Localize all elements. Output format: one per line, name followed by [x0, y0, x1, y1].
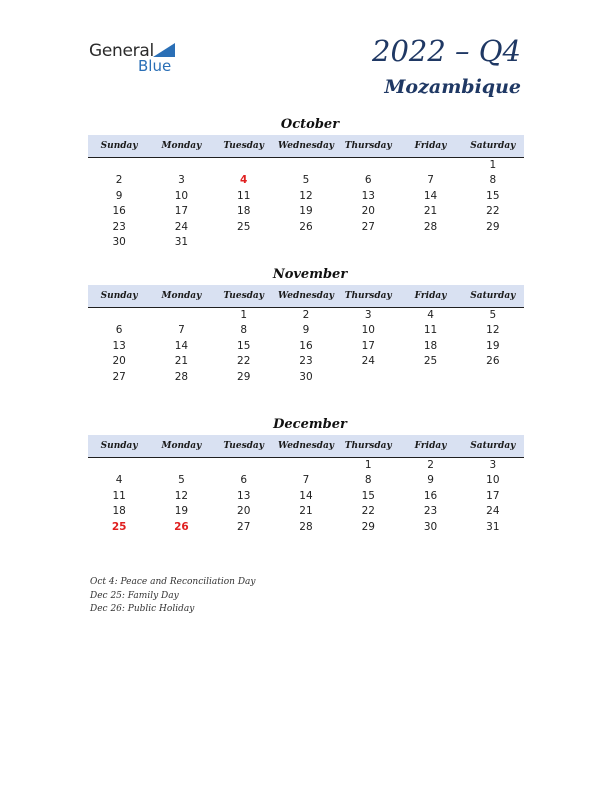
day-cell — [150, 158, 212, 173]
day-cell: 24 — [486, 505, 500, 518]
day-cell: 31 — [174, 235, 189, 248]
week-row — [88, 520, 524, 535]
day-cell: 22 — [237, 355, 251, 368]
month-title: December — [273, 417, 347, 432]
day-cell — [88, 158, 150, 173]
day-cell: 29 — [361, 520, 375, 533]
day-cell: 17 — [486, 489, 500, 502]
day-cell: 5 — [178, 474, 185, 487]
day-cell: 21 — [174, 355, 189, 368]
day-cell: 19 — [299, 205, 313, 218]
holiday-note: Dec 26: Public Holiday — [90, 604, 195, 614]
day-cell: 2 — [427, 459, 434, 471]
day-cell: 30 — [112, 235, 126, 248]
weekday-label: Saturday — [470, 291, 516, 301]
day-cell: 8 — [489, 174, 497, 187]
day-cell: 26 — [299, 220, 313, 233]
day-cell: 17 — [174, 205, 189, 218]
day-cell: 31 — [486, 520, 500, 533]
day-cell — [399, 370, 461, 385]
day-cell — [337, 158, 399, 173]
country-subtitle: Mozambique — [384, 76, 521, 98]
day-cell: 20 — [237, 505, 251, 518]
week-row — [88, 323, 524, 338]
weekday-label: Wednesday — [277, 441, 335, 451]
weekday-header — [88, 285, 524, 308]
day-cell — [150, 308, 212, 323]
weekday-label: Tuesday — [223, 291, 264, 301]
day-cell: 21 — [423, 205, 438, 218]
day-cell: 27 — [112, 370, 126, 383]
day-cell: 15 — [361, 489, 375, 502]
day-grid — [88, 308, 524, 385]
day-cell — [337, 235, 399, 250]
day-cell: 7 — [178, 324, 185, 337]
day-cell: 9 — [115, 189, 123, 202]
day-cell: 1 — [240, 309, 248, 321]
day-cell: 4 — [115, 474, 123, 487]
week-row — [88, 235, 524, 250]
day-cell: 15 — [486, 189, 500, 202]
day-cell: 16 — [112, 205, 126, 218]
day-cell: 3 — [364, 309, 372, 321]
day-cell — [213, 458, 275, 473]
weekday-header — [88, 435, 524, 458]
day-cell — [275, 235, 337, 250]
logo-blue-text: Blue — [138, 57, 172, 75]
day-cell: 5 — [489, 309, 497, 321]
day-cell: 13 — [237, 489, 251, 502]
day-cell: 1 — [489, 159, 497, 171]
day-cell — [88, 308, 150, 323]
day-cell: 9 — [427, 474, 434, 487]
weekday-label: Monday — [161, 291, 202, 301]
day-cell — [399, 158, 461, 173]
weekday-label: Thursday — [344, 291, 392, 301]
weekday-label: Thursday — [344, 441, 392, 451]
day-cell: 23 — [112, 220, 126, 233]
generalblue-logo — [89, 40, 189, 76]
logo-general-text: General — [89, 41, 154, 61]
day-cell: 27 — [361, 220, 375, 233]
week-row — [88, 189, 524, 204]
weekday-label: Monday — [161, 441, 202, 451]
day-cell: 28 — [299, 520, 313, 533]
day-cell: 7 — [302, 474, 310, 487]
day-cell: 30 — [423, 520, 438, 533]
day-cell: 11 — [112, 489, 126, 502]
holiday-day-cell: 26 — [174, 520, 189, 533]
day-cell: 6 — [240, 474, 248, 487]
day-cell: 28 — [423, 220, 438, 233]
month-november — [88, 265, 524, 385]
day-cell: 18 — [423, 339, 438, 352]
day-cell: 24 — [174, 220, 189, 233]
weekday-label: Wednesday — [277, 291, 335, 301]
day-cell: 22 — [361, 505, 375, 518]
day-cell: 16 — [299, 339, 313, 352]
week-row — [88, 458, 524, 473]
week-row — [88, 204, 524, 219]
day-cell: 11 — [423, 324, 438, 337]
day-cell: 19 — [174, 505, 189, 518]
week-row — [88, 370, 524, 385]
day-cell: 10 — [486, 474, 500, 487]
day-cell: 2 — [302, 309, 310, 321]
day-cell: 20 — [361, 205, 375, 218]
weekday-label: Saturday — [470, 441, 516, 451]
day-cell: 10 — [361, 324, 375, 337]
holiday-note: Dec 25: Family Day — [90, 590, 179, 601]
holiday-note: Oct 4: Peace and Reconciliation Day — [90, 577, 256, 587]
week-row — [88, 220, 524, 235]
day-cell: 18 — [112, 505, 126, 518]
day-cell — [337, 370, 399, 385]
week-row — [88, 158, 524, 173]
day-cell — [275, 158, 337, 173]
day-cell: 6 — [115, 324, 123, 337]
day-cell: 27 — [237, 520, 251, 533]
day-cell: 11 — [237, 189, 251, 202]
day-cell: 5 — [302, 174, 310, 187]
day-cell: 16 — [423, 489, 438, 502]
day-cell: 12 — [299, 189, 313, 202]
day-cell: 28 — [174, 370, 189, 383]
week-row — [88, 354, 524, 369]
day-cell: 9 — [302, 324, 310, 337]
day-cell: 29 — [237, 370, 251, 383]
weekday-label: Thursday — [344, 141, 392, 151]
week-row — [88, 504, 524, 519]
page-title: 2022 – Q4 — [372, 34, 521, 68]
day-cell: 17 — [361, 339, 375, 352]
logo-flag-icon — [153, 43, 175, 57]
week-row — [88, 339, 524, 354]
week-row — [88, 308, 524, 323]
day-cell: 22 — [486, 205, 500, 218]
day-cell: 1 — [364, 459, 372, 471]
weekday-label: Wednesday — [277, 141, 335, 151]
day-cell: 23 — [423, 505, 438, 518]
weekday-label: Friday — [414, 141, 447, 151]
day-cell: 12 — [486, 324, 500, 337]
month-october — [88, 115, 524, 250]
day-cell: 25 — [423, 355, 438, 368]
day-cell: 8 — [364, 474, 372, 487]
day-cell: 8 — [240, 324, 248, 337]
day-grid — [88, 158, 524, 250]
holiday-day-cell: 4 — [240, 174, 248, 187]
day-cell: 4 — [427, 309, 434, 321]
weekday-label: Saturday — [470, 141, 516, 151]
day-cell: 12 — [174, 489, 189, 502]
day-cell: 6 — [364, 174, 372, 187]
day-cell: 15 — [237, 339, 251, 352]
weekday-label: Sunday — [100, 141, 138, 151]
day-cell: 21 — [299, 505, 313, 518]
day-cell: 14 — [423, 189, 438, 202]
day-cell — [462, 235, 524, 250]
day-cell: 14 — [174, 339, 189, 352]
day-cell: 18 — [237, 205, 251, 218]
day-cell — [213, 235, 275, 250]
day-cell — [150, 458, 212, 473]
day-cell: 23 — [299, 355, 313, 368]
day-cell: 3 — [178, 174, 185, 187]
day-cell: 14 — [299, 489, 313, 502]
weekday-label: Friday — [414, 291, 447, 301]
month-title: November — [272, 267, 348, 282]
weekday-label: Sunday — [100, 441, 138, 451]
day-cell — [399, 235, 461, 250]
month-december — [88, 415, 524, 535]
day-cell: 10 — [174, 189, 189, 202]
day-cell: 13 — [112, 339, 126, 352]
weekday-label: Tuesday — [223, 441, 264, 451]
weekday-label: Monday — [161, 141, 202, 151]
day-cell: 30 — [299, 370, 313, 383]
day-cell — [88, 458, 150, 473]
day-cell: 24 — [361, 355, 375, 368]
holiday-day-cell: 25 — [111, 520, 127, 533]
day-grid — [88, 458, 524, 535]
weekday-label: Sunday — [100, 291, 138, 301]
weekday-label: Friday — [414, 441, 447, 451]
week-row — [88, 473, 524, 488]
day-cell: 25 — [237, 220, 251, 233]
weekday-label: Tuesday — [223, 141, 264, 151]
day-cell: 20 — [112, 355, 126, 368]
week-row — [88, 173, 524, 188]
holiday-notes — [90, 576, 256, 617]
day-cell: 19 — [486, 339, 500, 352]
week-row — [88, 489, 524, 504]
day-cell: 7 — [427, 174, 434, 187]
day-cell — [462, 370, 524, 385]
month-title: October — [280, 117, 340, 132]
day-cell: 3 — [489, 459, 497, 471]
day-cell — [275, 458, 337, 473]
day-cell: 26 — [486, 355, 500, 368]
weekday-header — [88, 135, 524, 158]
day-cell: 13 — [361, 189, 375, 202]
day-cell: 2 — [115, 174, 123, 187]
day-cell — [213, 158, 275, 173]
day-cell: 29 — [486, 220, 500, 233]
